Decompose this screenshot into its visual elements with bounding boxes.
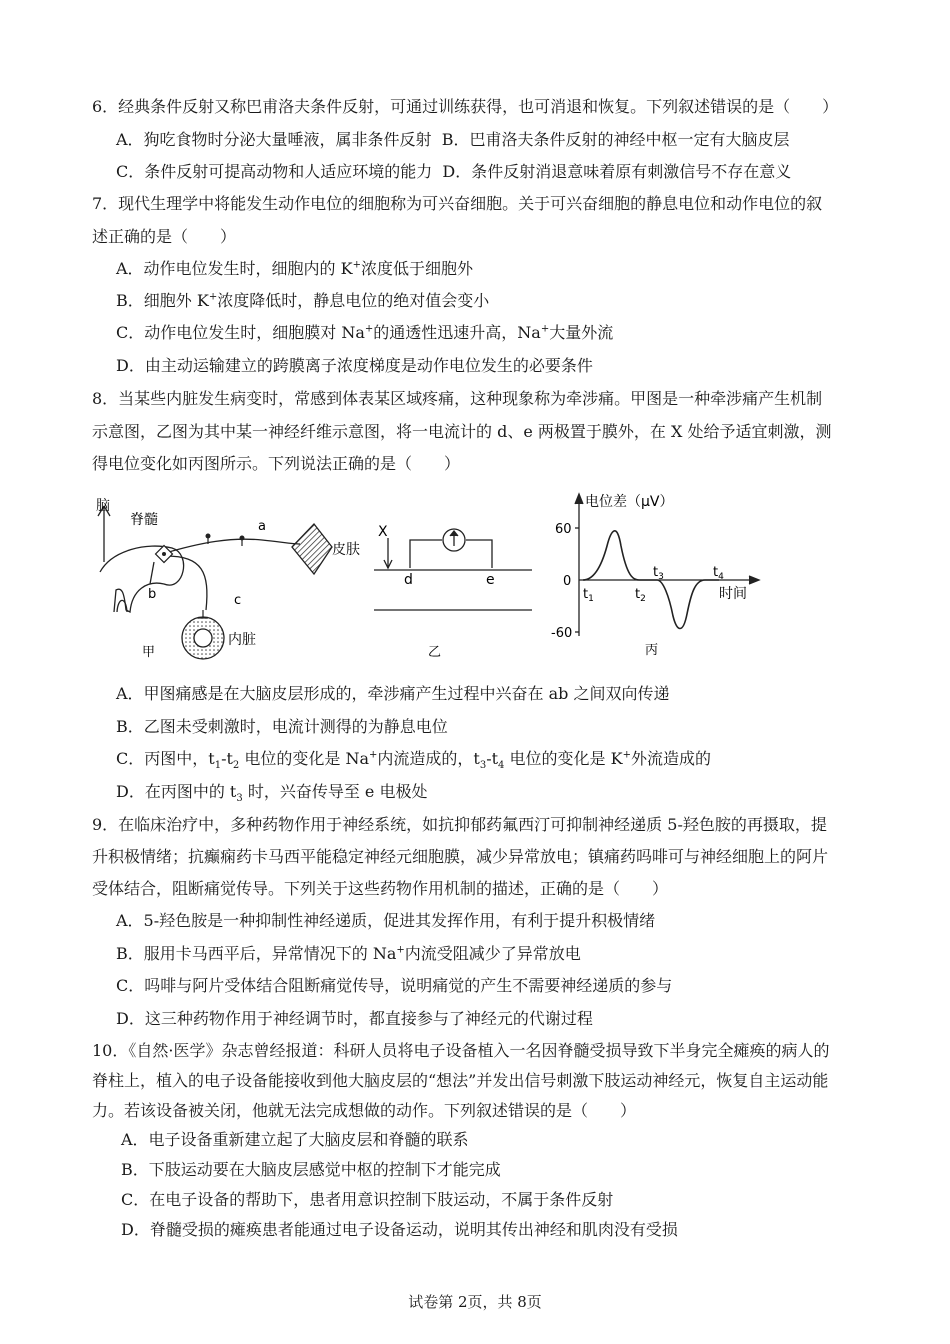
t4-label [713, 565, 724, 582]
q7-option-a [116, 258, 473, 280]
q9-stem-3: 受体结合，阻断痛觉传导。下列关于这些药物作用机制的描述，正确的是（ ） [92, 879, 669, 898]
t3-label [653, 565, 664, 582]
q7-stem-1: 7．现代生理学中将能发生动作电位的细胞称为可兴奋细胞。关于可兴奋细胞的静息电位和动作电位的叙 [92, 194, 823, 213]
label-a: a [258, 519, 266, 534]
q10-stem-3: 力。若该设备被关闭，他就无法完成想做的动作。下列叙述错误的是（ ） [92, 1101, 637, 1120]
label-skin: 皮肤 [332, 542, 360, 558]
superscript: + [622, 749, 631, 761]
subscript: 1 [214, 760, 222, 772]
q9-stem-2: 升积极情绪；抗癫痫药卡马西平能稳定神经元细胞膜，减少异常放电；镇痛药吗啡可与神经细胞上的阿片 [92, 847, 829, 866]
t-sub: 2 [640, 594, 646, 604]
q8-option-c [116, 748, 711, 770]
q9-option-a: A．5-羟色胺是一种抑制性神经递质，促进其发挥作用，有利于提升积极情绪 [116, 911, 656, 930]
text: 内流受阻减少了异常放电 [404, 944, 581, 963]
text: 浓度低于细胞外 [361, 259, 474, 278]
electrode-d-wire [410, 540, 442, 568]
text: 时，兴奋传导至 e 电极处 [242, 782, 428, 801]
subscript: 4 [498, 760, 505, 772]
t-sub: 4 [718, 572, 724, 582]
q6-option-b: B．巴甫洛夫条件反射的神经中枢一定有大脑皮层 [441, 130, 790, 149]
text: A．动作电位发生时，细胞内的 K [116, 259, 353, 278]
subscript: 2 [232, 760, 240, 772]
y-tick-label-0: 0 [563, 574, 572, 589]
x-axis-arrow [749, 576, 759, 584]
text: B．细胞外 K [116, 291, 209, 310]
q6-options-cd [116, 161, 791, 183]
q6-option-c: C．条件反射可提高动物和人适应环境的能力 [116, 162, 433, 181]
nerve-a [162, 539, 300, 554]
y-axis-label: 电位差（μV） [585, 494, 674, 510]
q7-option-c [116, 322, 613, 344]
q6-options-ab [116, 129, 790, 151]
q10-option-c: C．在电子设备的帮助下，患者用意识控制下肢运动，不属于条件反射 [121, 1190, 614, 1209]
text: 电位的变化是 K [504, 749, 623, 768]
nerve-b [150, 562, 154, 584]
text: -t [221, 749, 233, 768]
q8-stem-1: 8．当某些内脏发生病变时，常感到体表某区域疼痛，这种现象称为牵涉痛。甲图是一种牵涉痛产生机制 [92, 389, 823, 408]
skin-icon [292, 524, 332, 574]
figure-bing [545, 486, 805, 661]
t-sub: 3 [658, 572, 664, 582]
label-x: X [378, 524, 388, 540]
text: 大量外流 [549, 323, 614, 342]
q8-stem-2: 示意图，乙图为其中某一神经纤维示意图，将一电流计的 d、e 两极置于膜外，在 X 处给予适宜刺激，测 [92, 422, 832, 441]
nerve-c [166, 556, 207, 610]
superscript: + [396, 944, 405, 956]
q8-option-a: A．甲图痛感是在大脑皮层形成的，牵涉痛产生过程中兴奋在 ab 之间双向传递 [116, 684, 670, 703]
q10-stem-2: 脊柱上，植入的电子设备能接收到他大脑皮层的“想法”并发出信号刺激下肢运动神经元，恢复自主运动能 [92, 1071, 829, 1090]
text: 外流造成的 [630, 749, 711, 768]
figure-jia [92, 492, 372, 667]
text: B．服用卡马西平后，异常情况下的 Na [116, 944, 397, 963]
label-d: d [404, 572, 413, 588]
text: C．丙图中，t [116, 749, 215, 768]
q8-option-d [116, 781, 427, 803]
q7-option-b [116, 290, 489, 312]
t: t [713, 565, 719, 580]
q6-option-d: D．条件反射消退意味着原有刺激信号不存在意义 [442, 162, 792, 181]
t2-label [635, 587, 646, 604]
q7-option-d: D．由主动运输建立的跨膜离子浓度梯度是动作电位发生的必要条件 [116, 356, 593, 375]
caption-yi: 乙 [428, 645, 442, 660]
x-axis-label: 时间 [719, 586, 747, 602]
t: t [635, 587, 641, 602]
q6-stem: 6．经典条件反射又称巴甫洛夫条件反射，可通过训练获得，也可消退和恢复。下列叙述错误的是（ ） [92, 97, 839, 116]
t1-label [583, 587, 594, 604]
t-sub: 1 [588, 594, 594, 604]
q8-stem-3: 得电位变化如丙图所示。下列说法正确的是（ ） [92, 454, 461, 473]
q9-stem-1: 9．在临床治疗中，多种药物作用于神经系统，如抗抑郁药氟西汀可抑制神经递质 5-羟色胺的再摄取，提 [92, 815, 827, 834]
label-brain: 脑 [96, 498, 110, 514]
superscript: + [540, 323, 550, 335]
superscript: + [369, 749, 378, 761]
label-organ: 内脏 [228, 632, 256, 648]
text: -t [486, 749, 499, 768]
superscript: + [208, 291, 218, 303]
organ-lumen [194, 629, 212, 647]
text: C．动作电位发生时，细胞膜对 Na [116, 323, 365, 342]
subscript: 3 [236, 793, 243, 805]
label-c: c [234, 593, 242, 608]
caption-bing: 丙 [645, 643, 659, 658]
label-b: b [148, 587, 157, 602]
label-e: e [486, 572, 495, 588]
galvanometer-needle-head [450, 531, 458, 536]
q9-option-b [116, 943, 581, 965]
y-axis-arrow [575, 494, 583, 504]
q10-option-b: B．下肢运动要在大脑皮层感觉中枢的控制下才能完成 [121, 1160, 501, 1179]
y-tick-label-neg60: -60 [551, 626, 573, 641]
q7-stem-2: 述正确的是（ ） [92, 227, 237, 246]
superscript: + [352, 259, 361, 271]
text: 内流造成的，t [377, 749, 480, 768]
subscript: 3 [479, 760, 487, 772]
page-footer: 试卷第 2页，共 8页 [408, 1293, 542, 1311]
text: D．在丙图中的 t [116, 782, 237, 801]
q9-option-d: D．这三种药物作用于神经调节时，都直接参与了神经元的代谢过程 [116, 1009, 593, 1028]
t: t [583, 587, 589, 602]
q10-option-a: A．电子设备重新建立起了大脑皮层和脊髓的联系 [121, 1130, 469, 1149]
figure-yi [370, 510, 540, 660]
label-spinal: 脊髓 [130, 512, 158, 528]
text: 的通透性迅速升高，Na [373, 323, 541, 342]
electrode-e-wire [466, 540, 492, 568]
t: t [653, 565, 659, 580]
text: 浓度降低时，静息电位的绝对值会变小 [217, 291, 490, 310]
superscript: + [364, 323, 374, 335]
q9-option-c: C．吗啡与阿片受体结合阻断痛觉传导，说明痛觉的产生不需要神经递质的参与 [116, 976, 673, 995]
q8-option-b: B．乙图未受刺激时，电流计测得的为静息电位 [116, 717, 448, 736]
caption-jia: 甲 [142, 645, 156, 660]
q10-stem-1: 10．《自然·医学》杂志曾经报道：科研人员将电子设备植入一名因脊髓受损导致下半身完全瘫痪的病人的 [92, 1041, 830, 1060]
text: 电位的变化是 Na [239, 749, 369, 768]
q6-option-a: A．狗吃食物时分泌大量唾液，属非条件反射 [116, 130, 432, 149]
y-tick-label-60: 60 [555, 522, 572, 537]
q10-option-d: D．脊髓受损的瘫痪患者能通过电子设备运动，说明其传出神经和肌肉没有受损 [121, 1220, 678, 1239]
